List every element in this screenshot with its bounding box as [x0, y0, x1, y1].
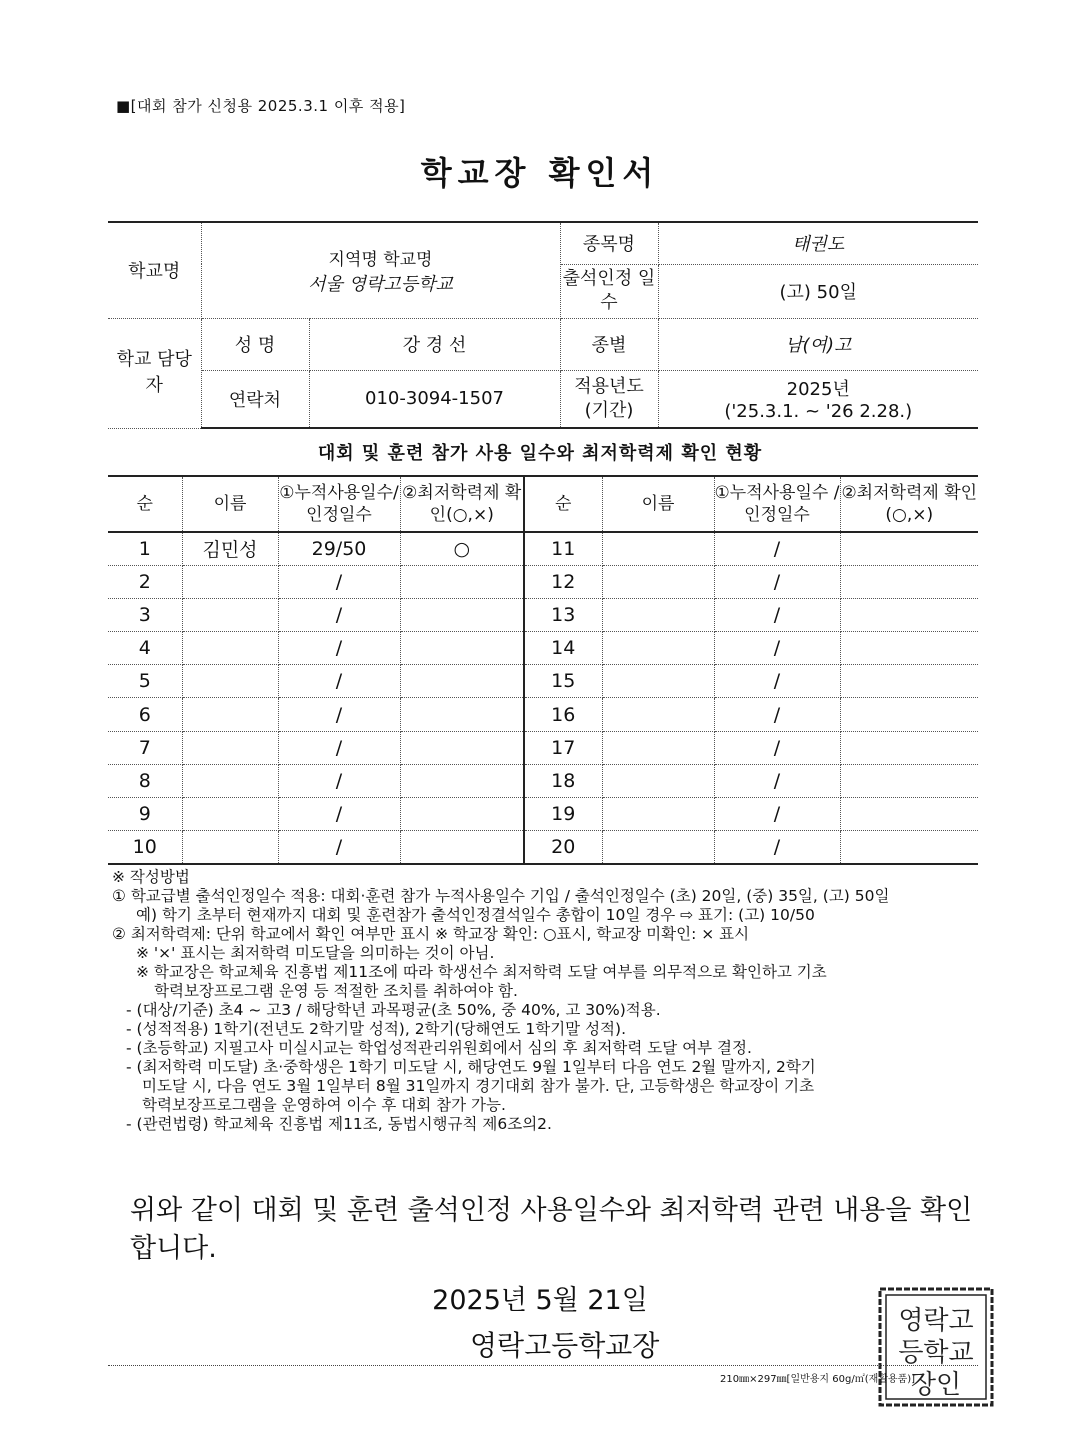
header-note: ■[대회 참가 신청용 2025.3.1 이후 적용]	[116, 97, 406, 115]
table-cell: 10	[108, 831, 182, 864]
table-cell: 6	[108, 698, 182, 731]
note-2b: ※ 학교장은 학교체육 진흥법 제11조에 따라 학생선수 최저학력 도달 여부를 의무적으로 확인하고 기초	[136, 963, 827, 981]
table-row	[108, 632, 978, 665]
table-cell	[602, 532, 714, 565]
table-cell	[602, 831, 714, 864]
column-header: ①누적사용일수/인정일수	[278, 476, 400, 532]
table-cell: /	[278, 698, 400, 731]
table-cell: 20	[524, 831, 602, 864]
table-cell: 2	[108, 565, 182, 598]
table-cell: /	[714, 698, 840, 731]
column-header: ②최저학력제 확인(○,×)	[400, 476, 524, 532]
year-label: 적용년도 (기간)	[560, 370, 658, 428]
table-cell	[182, 598, 278, 631]
table-cell	[400, 632, 524, 665]
table-cell: 13	[524, 598, 602, 631]
document-title: 학교장 확인서	[420, 154, 660, 192]
statement: 위와 같이 대회 및 훈련 출석인정 사용일수와 최저학력 관련 내용을 확인합니다.	[130, 1195, 973, 1264]
table-cell: 4	[108, 632, 182, 665]
table-cell: 7	[108, 731, 182, 764]
svg-text:등학교: 등학교	[898, 1338, 974, 1368]
name-label: 성 명	[201, 318, 309, 370]
signer-name: 영락고등학교장	[470, 1329, 660, 1362]
note-2a: ※ '×' 표시는 최저학력 미도달을 의미하는 것이 아님.	[136, 944, 495, 962]
table-cell: /	[278, 565, 400, 598]
table-cell: /	[714, 798, 840, 831]
table-cell: 3	[108, 598, 182, 631]
table-row	[108, 532, 978, 565]
column-header: 순	[524, 476, 602, 532]
table-cell: /	[714, 632, 840, 665]
note-1: ① 학교급별 출석인정일수 적용: 대회·훈련 참가 누적사용일수 기입 / 출석인정일수 (초) 20일, (중) 35일, (고) 50일	[112, 887, 890, 905]
footer-divider	[108, 1365, 978, 1366]
table-cell: 16	[524, 698, 602, 731]
table-subtitle: 대회 및 훈련 참가 사용 일수와 최저학력제 확인 현황	[317, 443, 763, 464]
table-cell	[400, 831, 524, 864]
table-cell	[840, 598, 978, 631]
table-row	[108, 565, 978, 598]
table-cell: 18	[524, 764, 602, 797]
table-cell: /	[278, 764, 400, 797]
table-cell: /	[278, 598, 400, 631]
detail-4: - (최저학력 미도달) 초·중학생은 1학기 미도달 시, 해당연도 9월 1일부터 다음 연도 2월 말까지, 2학기	[126, 1058, 816, 1076]
year-cell	[658, 370, 978, 428]
table-cell: 5	[108, 665, 182, 698]
detail-2: - (성적적용) 1학기(전년도 2학기말 성적), 2학기(당해연도 1학기말 성적).	[126, 1020, 626, 1038]
footer-paper-spec: 210㎜×297㎜[일반용지 60g/㎡(재활용품)]	[720, 1374, 916, 1385]
table-cell: /	[278, 665, 400, 698]
school-hint: 지역명 학교명	[328, 249, 433, 270]
table-cell	[840, 532, 978, 565]
table-cell: /	[278, 632, 400, 665]
column-header: ①누적사용일수 /인정일수	[714, 476, 840, 532]
table-row	[108, 831, 978, 864]
table-cell	[602, 598, 714, 631]
table-cell	[400, 731, 524, 764]
table-cell: /	[714, 532, 840, 565]
table-cell: 1	[108, 532, 182, 565]
column-header: 순	[108, 476, 182, 532]
table-cell: /	[714, 731, 840, 764]
table-cell	[840, 764, 978, 797]
school-cell	[201, 222, 560, 318]
detail-4b: 미도달 시, 다음 연도 3월 1일부터 8월 31일까지 경기대회 참가 불가. 단, 고등학생은 학교장이 기초	[142, 1077, 815, 1095]
table-cell: /	[714, 598, 840, 631]
table-cell	[602, 764, 714, 797]
table-cell: 12	[524, 565, 602, 598]
contact-value: 010-3094-1507	[309, 370, 560, 428]
table-cell	[182, 698, 278, 731]
note-2: ② 최저학력제: 단위 학교에서 확인 여부만 표시 ※ 학교장 확인: ○표시, 학교장 미확인: × 표시	[112, 925, 750, 943]
table-cell: /	[714, 764, 840, 797]
table-cell	[182, 731, 278, 764]
type-label: 종별	[560, 318, 658, 370]
official-seal	[876, 1285, 996, 1409]
table-cell: /	[714, 565, 840, 598]
table-cell	[602, 665, 714, 698]
table-cell	[400, 764, 524, 797]
sport-label: 종목명	[560, 222, 658, 264]
table-cell	[182, 764, 278, 797]
table-cell	[400, 698, 524, 731]
attend-value: (고) 50일	[658, 264, 978, 318]
table-cell	[602, 731, 714, 764]
table-cell: /	[278, 831, 400, 864]
school-value: 서울 영락고등학교	[308, 273, 453, 295]
participation-table	[108, 475, 978, 865]
table-cell	[602, 632, 714, 665]
detail-4c: 학력보장프로그램을 운영하여 이수 후 대회 참가 가능.	[142, 1096, 506, 1114]
year-value: 2025년	[786, 379, 850, 401]
table-row	[108, 598, 978, 631]
table-cell	[840, 632, 978, 665]
table-cell	[602, 698, 714, 731]
table-cell	[840, 831, 978, 864]
table-cell	[840, 565, 978, 598]
table-cell: 8	[108, 764, 182, 797]
table-cell: 19	[524, 798, 602, 831]
table-cell	[182, 798, 278, 831]
table-cell	[840, 798, 978, 831]
table-cell: ○	[400, 532, 524, 565]
table-cell: 29/50	[278, 532, 400, 565]
detail-5: - (관련법령) 학교체육 진흥법 제11조, 동법시행규칙 제6조의2.	[126, 1115, 552, 1133]
table-cell	[400, 665, 524, 698]
period-value: ('25.3.1. ~ '26 2.28.)	[724, 401, 913, 423]
table-cell	[840, 731, 978, 764]
attend-label: 출석인정 일수	[560, 264, 658, 318]
detail-3: - (초등학교) 지필고사 미실시교는 학업성적관리위원회에서 심의 후 최저학력 도달 여부 결정.	[126, 1039, 752, 1057]
table-cell	[840, 698, 978, 731]
table-cell	[182, 665, 278, 698]
table-cell	[840, 665, 978, 698]
column-header: ②최저학력제 확인(○,×)	[840, 476, 978, 532]
table-cell: 김민성	[182, 532, 278, 565]
svg-text:장인: 장인	[910, 1370, 962, 1400]
type-value: 남(여)고	[658, 318, 978, 370]
table-cell: /	[278, 798, 400, 831]
column-header: 이름	[182, 476, 278, 532]
table-cell	[182, 565, 278, 598]
table-cell	[602, 565, 714, 598]
notes-section	[112, 868, 992, 1134]
manager-label: 학교 담당자	[108, 318, 201, 428]
contact-label: 연락처	[201, 370, 309, 428]
table-cell	[182, 632, 278, 665]
table-cell: 11	[524, 532, 602, 565]
issue-date: 2025년 5월 21일	[432, 1285, 648, 1316]
note-1-example: 예) 학기 초부터 현재까지 대회 및 훈련참가 출석인정결석일수 총합이 10일 경우 ⇨ 표기: (고) 10/50	[136, 906, 815, 924]
note-2c: 학력보장프로그램 운영 등 적절한 조치를 취하여야 함.	[154, 982, 518, 1000]
table-row	[108, 731, 978, 764]
table-row	[108, 665, 978, 698]
table-cell: 14	[524, 632, 602, 665]
table-cell: /	[278, 731, 400, 764]
detail-1: - (대상/기준) 초4 ~ 고3 / 해당학년 과목평균(초 50%, 중 40%, 고 30%)적용.	[126, 1001, 661, 1019]
table-cell	[182, 831, 278, 864]
table-cell	[602, 798, 714, 831]
table-cell: 17	[524, 731, 602, 764]
table-cell	[400, 565, 524, 598]
school-label: 학교명	[108, 222, 201, 318]
sport-value: 태권도	[658, 222, 978, 264]
column-header: 이름	[602, 476, 714, 532]
table-cell	[400, 798, 524, 831]
info-table	[108, 221, 978, 429]
table-cell: 15	[524, 665, 602, 698]
name-value: 강 경 선	[309, 318, 560, 370]
notes-heading: ※ 작성방법	[112, 868, 190, 886]
table-row	[108, 698, 978, 731]
svg-text:영락고: 영락고	[898, 1306, 974, 1336]
table-header-row	[108, 476, 978, 532]
table-row	[108, 764, 978, 797]
table-cell	[400, 598, 524, 631]
table-row	[108, 798, 978, 831]
table-cell: /	[714, 665, 840, 698]
table-cell: 9	[108, 798, 182, 831]
table-cell: /	[714, 831, 840, 864]
